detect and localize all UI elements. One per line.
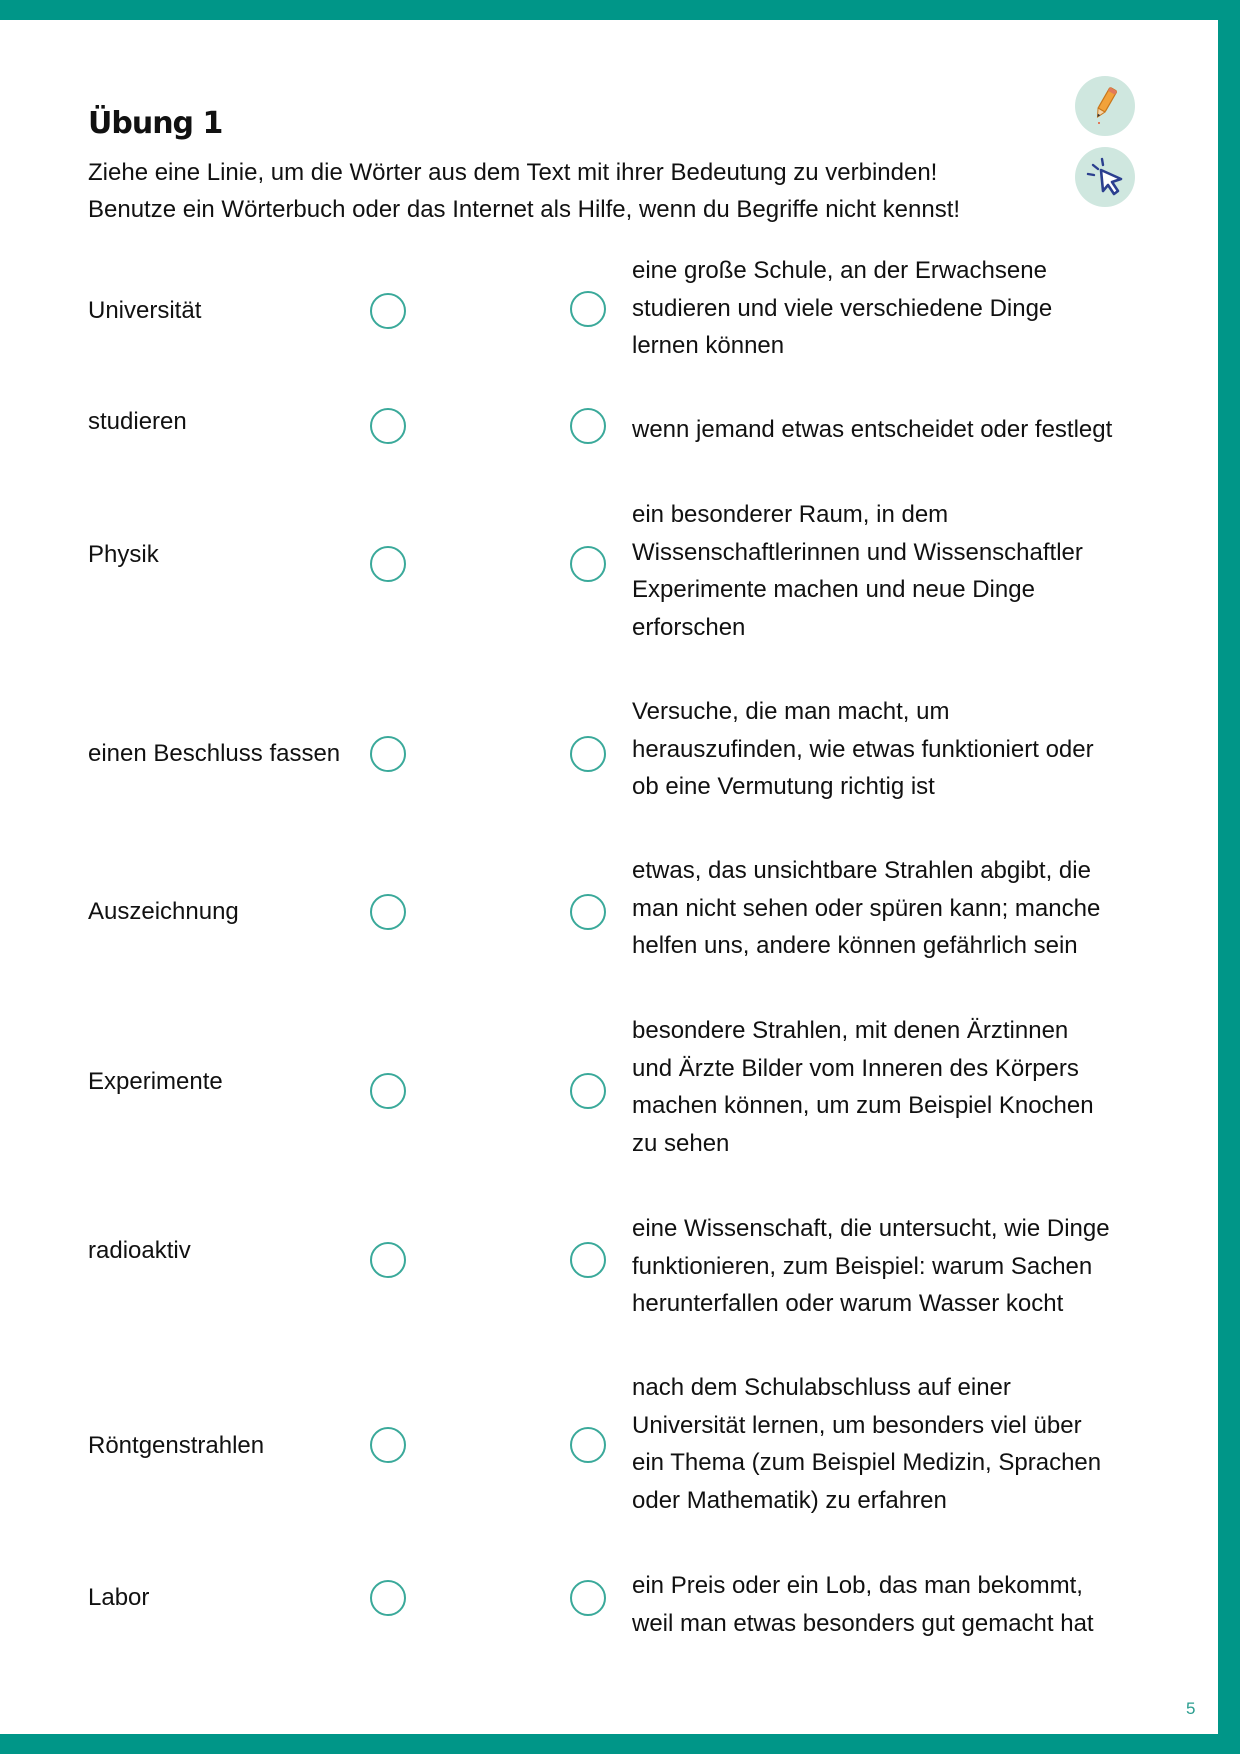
instruction-line: Ziehe eine Linie, um die Wörter aus dem Text mit ihrer Bedeutung zu verbinden! xyxy=(88,159,938,186)
definition-line: weil man etwas besonders gut gemacht hat xyxy=(632,1609,1094,1637)
definition-line: eine Wissenschaft, die untersucht, wie Dinge xyxy=(632,1215,1110,1242)
word-connector-circle[interactable] xyxy=(370,1242,406,1278)
definition-line: machen können, um zum Beispiel Knochen xyxy=(632,1092,1094,1119)
definition-line: wenn jemand etwas entscheidet oder festlegt xyxy=(632,416,1113,443)
definition-connector-circle[interactable] xyxy=(570,736,606,772)
definition-connector-circle[interactable] xyxy=(570,1580,606,1616)
definition-item xyxy=(632,411,1152,449)
definition-item xyxy=(632,1567,1152,1642)
definition-line: ein besonderer Raum, in dem xyxy=(632,501,949,528)
word-item: studieren xyxy=(88,408,187,435)
definition-line: besondere Strahlen, mit denen Ärztinnen xyxy=(632,1017,1069,1044)
page-number: 5 xyxy=(1186,1699,1196,1718)
word-connector-circle[interactable] xyxy=(370,1427,406,1463)
cursor-click-icon xyxy=(1080,155,1130,199)
definition-line: Versuche, die man macht, um xyxy=(632,698,950,725)
definition-line: zu sehen xyxy=(632,1129,730,1157)
definition-connector-circle[interactable] xyxy=(570,546,606,582)
definition-line: erforschen xyxy=(632,613,746,641)
definition-connector-circle[interactable] xyxy=(570,1242,606,1278)
word-item: Labor xyxy=(88,1584,150,1611)
definition-line: ob eine Vermutung richtig ist xyxy=(632,773,935,800)
word-item: radioaktiv xyxy=(88,1237,191,1264)
word-item: Auszeichnung xyxy=(88,898,239,925)
exercise-instructions xyxy=(88,154,1048,228)
definition-line: man nicht sehen oder spüren kann; manche xyxy=(632,894,1101,922)
definition-item xyxy=(632,252,1152,365)
pencil-icon xyxy=(1088,84,1122,128)
definition-line: helfen uns, andere können gefährlich sein xyxy=(632,932,1078,959)
definition-line: herunterfallen oder warum Wasser kocht xyxy=(632,1290,1064,1317)
definition-item xyxy=(632,1210,1152,1323)
word-connector-circle[interactable] xyxy=(370,546,406,582)
word-item: einen Beschluss fassen xyxy=(88,740,341,767)
definition-connector-circle[interactable] xyxy=(570,291,606,327)
definition-line: oder Mathematik) zu erfahren xyxy=(632,1486,947,1514)
exercise-title: Übung 1 xyxy=(88,106,223,141)
definition-line: herauszufinden, wie etwas funktioniert oder xyxy=(632,735,1094,763)
definition-connector-circle[interactable] xyxy=(570,1073,606,1109)
word-connector-circle[interactable] xyxy=(370,293,406,329)
instruction-line: Benutze ein Wörterbuch oder das Internet als Hilfe, wenn du Begriffe nicht kennst! xyxy=(88,196,961,223)
word-item: Universität xyxy=(88,297,202,324)
word-connector-circle[interactable] xyxy=(370,1073,406,1109)
page-border-right xyxy=(1218,0,1240,1754)
definition-line: funktionieren, zum Beispiel: warum Sachen xyxy=(632,1252,1093,1280)
word-item: Röntgenstrahlen xyxy=(88,1432,265,1459)
definition-connector-circle[interactable] xyxy=(570,408,606,444)
definition-connector-circle[interactable] xyxy=(570,894,606,930)
definition-connector-circle[interactable] xyxy=(570,1427,606,1463)
definition-line: Wissenschaftlerinnen und Wissenschaftler xyxy=(632,538,1083,566)
definition-line: eine große Schule, an der Erwachsene xyxy=(632,257,1047,284)
cursor-tool-button[interactable] xyxy=(1075,147,1135,207)
definition-line: studieren und viele verschiedene Dinge xyxy=(632,294,1053,322)
word-connector-circle[interactable] xyxy=(370,736,406,772)
word-connector-circle[interactable] xyxy=(370,408,406,444)
word-item: Experimente xyxy=(88,1068,223,1095)
definition-line: lernen können xyxy=(632,332,785,359)
definition-item xyxy=(632,852,1152,965)
word-connector-circle[interactable] xyxy=(370,894,406,930)
page-border-bottom xyxy=(0,1734,1240,1754)
definition-item xyxy=(632,693,1152,806)
pencil-tool-button[interactable] xyxy=(1075,76,1135,136)
definition-line: ein Preis oder ein Lob, das man bekommt, xyxy=(632,1572,1083,1599)
definition-line: etwas, das unsichtbare Strahlen abgibt, die xyxy=(632,857,1091,884)
definition-line: ein Thema (zum Beispiel Medizin, Sprachen xyxy=(632,1449,1102,1476)
definition-line: Experimente machen und neue Dinge xyxy=(632,576,1035,603)
definition-item xyxy=(632,1012,1152,1162)
definition-item xyxy=(632,1369,1152,1519)
word-connector-circle[interactable] xyxy=(370,1580,406,1616)
definition-line: und Ärzte Bilder vom Inneren des Körpers xyxy=(632,1054,1079,1082)
word-item: Physik xyxy=(88,541,159,568)
definition-line: Universität lernen, um besonders viel über xyxy=(632,1411,1082,1439)
page-border-top xyxy=(0,0,1240,20)
definition-line: nach dem Schulabschluss auf einer xyxy=(632,1374,1011,1401)
definition-item xyxy=(632,496,1152,646)
